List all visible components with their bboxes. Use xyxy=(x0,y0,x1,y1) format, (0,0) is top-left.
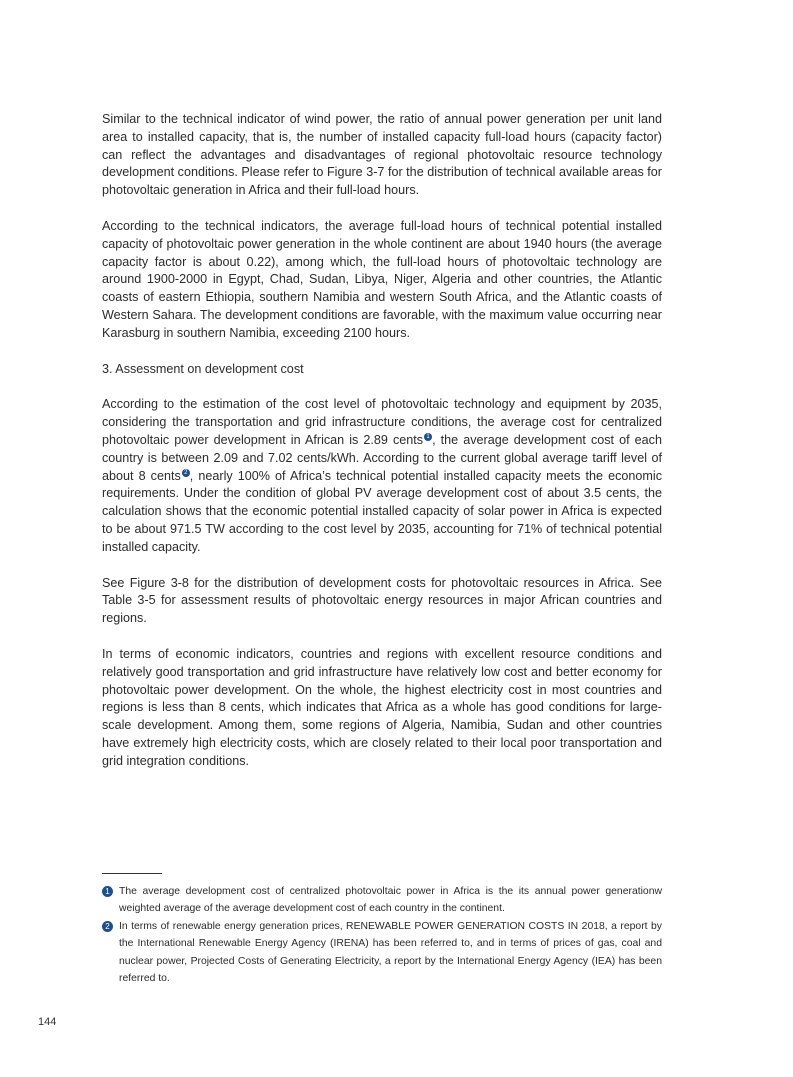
footnote-ref-1[interactable]: 1 xyxy=(424,433,432,441)
footnote-text-1: The average development cost of centralized photovoltaic power in Africa is the its annual power generationw weighted average of the average development cost of each country in the continent. xyxy=(119,886,662,915)
footnote-marker-1: 1 xyxy=(102,886,113,897)
footnote-text-2: In terms of renewable energy generation prices, RENEWABLE POWER GENERATION COSTS IN 2018, a report by the International Renewable Energy Agency (IRENA) has been referred to, and in terms of prices of gas, coal and nuclear power, Projected Costs of Generating Electricity, a report by the International Energy Agency (IEA) has been referred to. xyxy=(119,920,662,985)
main-body xyxy=(102,111,662,789)
paragraph-economic-indicators: In terms of economic indicators, countries and regions with excellent resource conditions and relatively good transportation and grid infrastructure have relatively low cost and better economy for photovoltaic power development. On the whole, the highest electricity cost in most countries and regions is less than 8 cents, which indicates that Africa as a whole has good conditions for large-scale development. Among them, some regions of Algeria, Namibia, Sudan and other countries have extremely high electricity costs, which are closely related to their local poor transportation and grid integration conditions. xyxy=(102,646,662,768)
footnote-marker-2: 2 xyxy=(102,921,113,932)
footnote-1 xyxy=(102,883,662,918)
paragraph-capacity-factor: Similar to the technical indicator of wind power, the ratio of annual power generation per unit land area to installed capacity, that is, the number of installed capacity full-load hours (capacity factor) can reflect the advantages and disadvantages of regional photovoltaic resource technology development conditions. Please refer to Figure 3-7 for the distribution of technical available areas for photovoltaic generation in Africa and their full-load hours. xyxy=(102,112,662,198)
cost-text-part-3: , nearly 100% of Africa’s technical potential installed capacity meets the economic requirements. Under the condition of global PV average development cost of about 3.5 cents, the calculation shows that the economic potential installed capacity of solar power in Africa is expected to be about 971.5 TW according to the cost level by 2035, accounting for 71% of technical potential installed capacity. xyxy=(102,468,662,554)
footnote-ref-2[interactable]: 2 xyxy=(182,469,190,477)
paragraph-figure-reference: See Figure 3-8 for the distribution of development costs for photovoltaic resources in Africa. See Table 3-5 for assessment results of photovoltaic energy resources in major African countries and regions. xyxy=(102,575,662,626)
footnotes xyxy=(102,883,662,987)
cost-text-part-2: , the average development cost of each country is between 2.09 and 7.02 cents/kWh. According to the current global average tariff level of about 8 cents xyxy=(102,432,662,483)
footnote-divider xyxy=(102,873,162,874)
paragraph-development-cost xyxy=(102,396,662,556)
section-heading: 3. Assessment on development cost xyxy=(102,361,304,376)
footnote-2 xyxy=(102,918,662,988)
paragraph-full-load-hours: According to the technical indicators, the average full-load hours of technical potential installed capacity of photovoltaic power generation in the whole continent are about 1940 hours (the average capacity factor is about 0.22), among which, the full-load hours of photovoltaic technology are around 1900-2000 in Egypt, Chad, Sudan, Libya, Niger, Algeria and other countries, the Atlantic coasts of eastern Ethiopia, southern Namibia and western South Africa, and the Atlantic coasts of Western Sahara. The development conditions are favorable, with the maximum value occurring near Karasburg in southern Namibia, exceeding 2100 hours. xyxy=(102,218,662,340)
cost-text-part-1: According to the estimation of the cost level of photovoltaic technology and equipment by 2035, considering the transportation and grid infrastructure conditions, the average cost for centralized photovoltaic power development in African is 2.89 cents xyxy=(102,397,662,447)
page-number: 144 xyxy=(38,1016,57,1028)
